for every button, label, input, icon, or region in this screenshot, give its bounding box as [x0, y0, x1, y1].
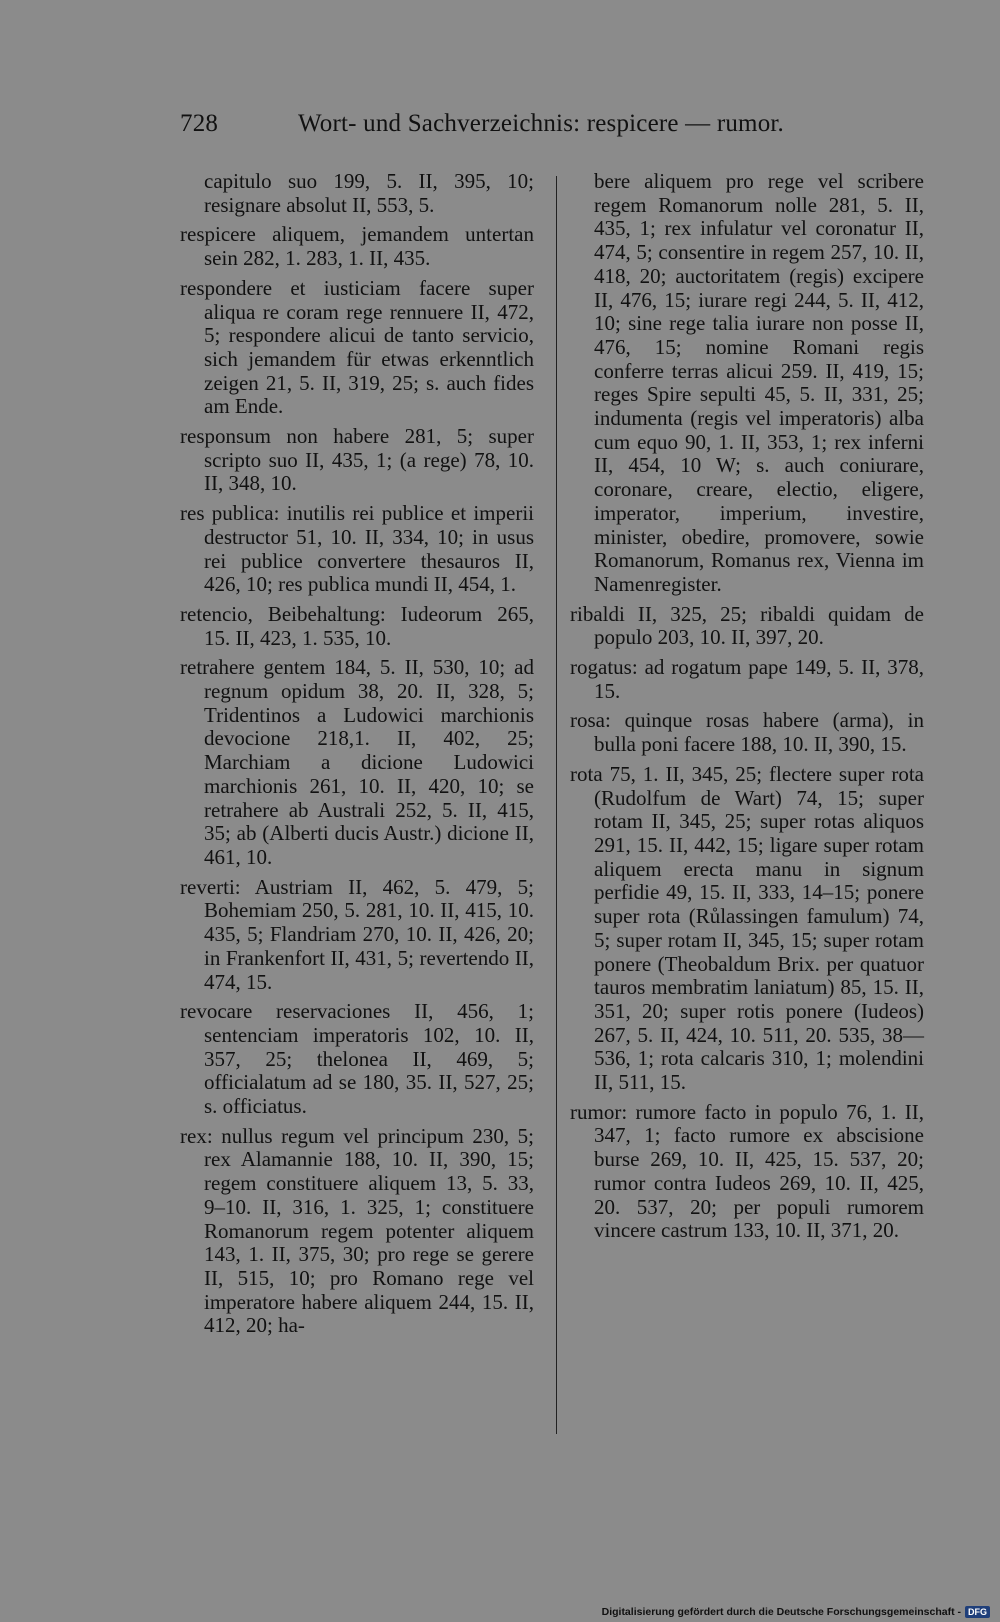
index-entry: res publica: inutilis rei publice et imperii destructor 51, 10. II, 334, 10; in usus rei publice convertere thesauros II, 426, 10; res publica mundi II, 454, 1.: [180, 501, 534, 597]
index-entry: rosa: quinque rosas habere (arma), in bulla poni facere 188, 10. II, 390, 15.: [570, 708, 924, 757]
right-column: [570, 170, 924, 1249]
index-entry: rogatus: ad rogatum pape 149, 5. II, 378, 15.: [570, 655, 924, 703]
page-number: 728: [180, 110, 219, 137]
index-entry-continuation: bere aliquem pro rege vel scribere regem Romanorum nolle 281, 5. II, 435, 1; rex infulatur vel coronatur II, 474, 5; consentire in regem 257, 10. II, 418, 20; auctoritatem (regis) excipere II, 476, 15; iurare regi 244, 5. II, 412, 10; sine rege talia iurare non posse II, 476, 15; nomine Romani regis conferre terras alicui 259. II, 419, 15; reges Spire sepulti 45, 5. II, 331, 25; indumenta (regis vel imperatoris) alba cum equo 90, 1. II, 353, 1; rex inferni II, 454, 10 W; s. auch coniurare, coronare, creare, electio, eligere, imperator, imperium, investire, minister, obedire, promovere, sowie Romanorum, Romanus rex, Vienna im Namenregister.: [594, 169, 924, 596]
left-column: [180, 170, 534, 1344]
dfg-logo-icon: DFG: [965, 1606, 990, 1618]
index-entry: rumor: rumore facto in populo 76, 1. II, 347, 1; facto rumore ex abscisione burse 269, 10. II, 425, 15. 537, 20; rumor contra Iudeos 269, 10. II, 425, 20. 537, 20; per populi rumorem vincere castrum 133, 10. II, 371, 20.: [570, 1099, 924, 1243]
index-entry: respicere aliquem, jemandem untertan sein 282, 1. 283, 1. II, 435.: [180, 222, 534, 271]
index-entry: responsum non habere 281, 5; super scripto suo II, 435, 1; (a rege) 78, 10. II, 348, 10.: [180, 424, 534, 496]
index-entry: ribaldi II, 325, 25; ribaldi quidam de populo 203, 10. II, 397, 20.: [570, 601, 924, 650]
running-head: Wort- und Sachverzeichnis: respicere — rumor.: [298, 110, 784, 137]
index-entry: respondere et iusticiam facere super aliqua re coram rege rennuere II, 472, 5; respondere alicui de tanto servicio, sich jemandem für etwas erkenntlich zeigen 21, 5. II, 319, 25; s. auch fides am Ende.: [180, 275, 534, 419]
digitization-footer: [602, 1606, 990, 1618]
index-entry: rota 75, 1. II, 345, 25; flectere super rota (Rudolfum de Wart) 74, 15; super rotam II, 345, 25; super rotas aliquos 291, 15. II, 442, 15; ligare super rotam aliquem erecta manu in signum perfidie 49, 15. II, 333, 14–15; ponere super rota (Růlassingen famulum) 74, 5; super rotam II, 345, 15; super rotam ponere (Theobaldum Brix. per quatuor tauros membratim laniatum) 85, 15. II, 351, 20; super rotis ponere (Iudeos) 267, 5. II, 424, 10. 511, 20. 535, 38—536, 1; rota calcaris 310, 1; molendini II, 511, 15.: [570, 761, 924, 1095]
index-entry: retencio, Beibehaltung: Iudeorum 265, 15. II, 423, 1. 535, 10.: [180, 601, 534, 650]
index-entry: revocare reservaciones II, 456, 1; sentenciam imperatoris 102, 10. II, 357, 25; thelonea II, 469, 5; officialatum ad se 180, 35. II, 527, 25; s. officiatus.: [180, 999, 534, 1119]
index-entry: rex: nullus regum vel principum 230, 5; rex Alamannie 188, 10. II, 390, 15; regem constituere aliquem 13, 5. 33, 9–10. II, 316, 1. 325, 1; constituere Romanorum regem potenter aliquem 143, 1. II, 375, 30; pro rege se gerere II, 515, 10; pro Romano rege vel imperatore habere aliquem 244, 15. II, 412, 20; ha-: [180, 1123, 534, 1338]
column-divider: [556, 176, 557, 1434]
index-entry: retrahere gentem 184, 5. II, 530, 10; ad regnum opidum 38, 20. II, 328, 5; Tridentinos a Ludowici marchionis devocione 218,1. II, 402, 25; Marchiam a dicione Ludowici marchionis 261, 10. II, 420, 10; se retrahere ab Australi 252, 5. II, 415, 35; ab (Alberti ducis Austr.) dicione II, 461, 10.: [180, 655, 534, 869]
index-entry: reverti: Austriam II, 462, 5. 479, 5; Bohemiam 250, 5. 281, 10. II, 415, 10. 435, 5; Flandriam 270, 10. II, 426, 20; in Frankenfort II, 431, 5; revertendo II, 474, 15.: [180, 874, 534, 994]
footer-text: Digitalisierung gefördert durch die Deutsche Forschungsgemeinschaft -: [601, 1606, 961, 1618]
index-entry: capitulo suo 199, 5. II, 395, 10; resignare absolut II, 553, 5.: [204, 169, 534, 217]
